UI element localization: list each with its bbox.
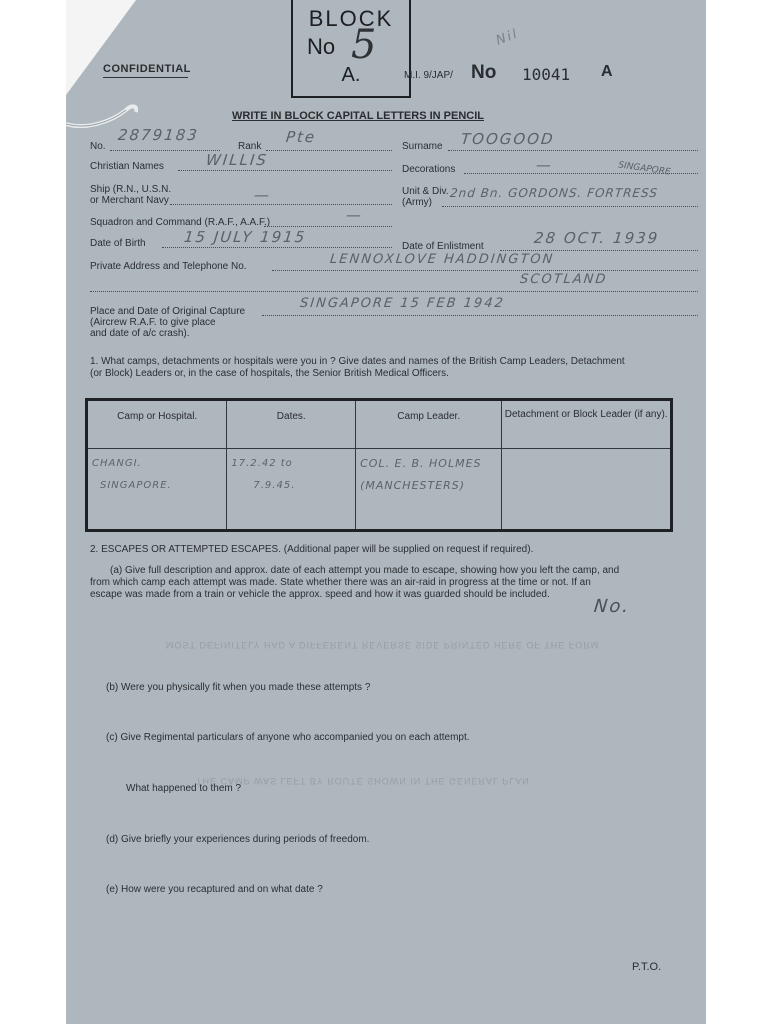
question-2e: (e) How were you recaptured and on what date ? xyxy=(106,884,323,895)
decorations-label: Decorations xyxy=(402,164,456,175)
capture-value: SINGAPORE 15 FEB 1942 xyxy=(299,296,506,311)
leader-line-2: (MANCHESTERS) xyxy=(360,479,466,492)
christian-names-label: Christian Names xyxy=(90,161,164,172)
block-letter: A. xyxy=(341,64,361,86)
unit-label-2: (Army) xyxy=(402,197,432,208)
capture-label-2: (Aircrew R.A.F. to give place xyxy=(90,317,216,328)
question-1-line-2: (or Block) Leaders or, in the case of hospitals, the Senior British Medical Officers. xyxy=(90,368,449,379)
column-header: Camp or Hospital. xyxy=(87,400,227,449)
reference-suffix: A xyxy=(601,63,613,80)
block-number: 5 xyxy=(351,22,377,68)
question-2a-line-3: escape was made from a train or vehicle the approx. speed and how it was guarded should be included. xyxy=(90,589,550,600)
nil-note: Nil xyxy=(494,26,521,49)
form-sheet: BLOCK No 5 A. CONFIDENTIAL M.I. 9/JAP/ No 10041 A Nil WRITE IN BLOCK CAPITAL LETTERS IN PENCIL No. 2879183 Rank Pte Surname TOOGOOD Christian Names WILLIS Decorations — SINGAPORE Ship (R.N., U.S.N. or Merchant Navy — Unit & Div. (Army) 2nd Bn. GORDONS. FORTRESS Squadron and Command (R.A.F., A.A.F.) — Date of Birth 15 JULY 1915 Date of Enlistment 28 OCT. 1939 Private Address and Telephone No. LENNOXLOVE HADDINGTON SCOTLAND Place and Date of Original Capture (Aircrew R.A.F. to give place and date of a/c crash). SINGAPORE 15 FEB 1942 1. What camps, detachments or hospitals were you in ? Give dates and names of the British Camp Leaders, Detachment (or Block) Leaders or, in the case of hospitals, the Senior British Medical Officers. Camp or Hospital. Dates. Camp Leader. Detachment or Block Leader (if any). CHANGI. SINGAPORE. 17.2.42 to 7.9.45. COL. E. B. HOLMES (MANCHESTERS) 2. ESCAPES OR ATTEMPTED ESCAPES. (Additional paper will be supplied on request if required). (a) Give full description and approx. date of each attempt you made to escape, showing how you left the camp, and from which camp each attempt was made. State whether there was an air-raid in progress at the time or not. If an escape was made from a train or vehicle the approx. speed and how it was guarded should be included. No. MOST DEFINITELY HAD A DIFFERENT REVERSE SIDE PRINTED HERE OF THE FORM THE CAMP WAS LEFT BY ROUTE SHOWN IN THE GENERAL PLAN (b) Were you physically fit when you made these attempts ? (c) Give Regimental particulars of anyone who accompanied you on each attempt. What happened to them ? (d) Give briefly your experiences during periods of freedom. (e) How were you recaptured and on what date ? P.T.O. xyxy=(66,0,706,1024)
address-value-1: LENNOXLOVE HADDINGTON xyxy=(329,252,556,267)
date-of-birth-label: Date of Birth xyxy=(90,238,146,249)
camp-line-2: SINGAPORE. xyxy=(100,480,172,491)
folded-corner xyxy=(66,0,136,95)
instruction-heading: WRITE IN BLOCK CAPITAL LETTERS IN PENCIL xyxy=(232,110,484,122)
detachment-cell xyxy=(502,449,672,531)
camp-line-1: CHANGI. xyxy=(92,458,142,469)
question-2a-answer: No. xyxy=(592,596,632,617)
dates-line-1: 17.2.42 to xyxy=(231,458,293,469)
no-label: No. xyxy=(90,141,106,152)
block-no: No xyxy=(307,34,336,59)
address-value-2: SCOTLAND xyxy=(519,272,609,287)
unit-value: 2nd Bn. GORDONS. FORTRESS xyxy=(449,186,659,200)
table-header-row xyxy=(87,400,672,449)
reference-prefix: M.I. 9/JAP/ xyxy=(404,70,453,81)
block-stamp xyxy=(291,0,411,98)
rank-label: Rank xyxy=(238,141,262,152)
decorations-value: — xyxy=(535,156,554,174)
question-2a-line-2: from which camp each attempt was made. State whether there was an air-raid in progress at the time or not. If an xyxy=(90,577,591,588)
ship-value: — xyxy=(253,186,272,204)
surname-value: TOOGOOD xyxy=(460,130,556,148)
squadron-value: — xyxy=(345,206,364,224)
table-row xyxy=(87,449,672,531)
confidential-mark: CONFIDENTIAL xyxy=(103,63,191,75)
capture-label-3: and date of a/c crash). xyxy=(90,328,190,339)
column-header: Dates. xyxy=(227,400,356,449)
question-1-line-1: 1. What camps, detachments or hospitals were you in ? Give dates and names of the British Camp Leaders, Detachment xyxy=(90,356,625,367)
capture-label-1: Place and Date of Original Capture xyxy=(90,306,246,317)
leader-line-1: COL. E. B. HOLMES xyxy=(360,457,482,470)
camps-table xyxy=(85,398,673,532)
surname-label: Surname xyxy=(402,141,443,152)
question-2d: (d) Give briefly your experiences during periods of freedom. xyxy=(106,834,370,845)
column-header: Detachment or Block Leader (if any). xyxy=(502,400,672,449)
enlistment-label: Date of Enlistment xyxy=(402,241,484,252)
camp-leader-cell xyxy=(356,449,502,531)
address-label: Private Address and Telephone No. xyxy=(90,261,247,272)
rank-value: Pte xyxy=(285,128,318,146)
date-of-birth-value: 15 JULY 1915 xyxy=(183,228,308,246)
question-2a-line-1: (a) Give full description and approx. date of each attempt you made to escape, showing how you left the camp, and xyxy=(110,565,620,576)
ship-label-2: or Merchant Navy xyxy=(90,195,169,206)
service-number-value: 2879183 xyxy=(117,126,200,144)
squadron-label: Squadron and Command (R.A.F., A.A.F.) xyxy=(90,217,271,228)
christian-names-value: WILLIS xyxy=(205,151,269,169)
question-2c-followup: What happened to them ? xyxy=(126,783,242,794)
dates-line-2: 7.9.45. xyxy=(253,480,296,491)
question-2c: (c) Give Regimental particulars of anyone who accompanied you on each attempt. xyxy=(106,732,470,743)
question-2b: (b) Were you physically fit when you made these attempts ? xyxy=(106,682,371,693)
reference-no-label: No xyxy=(471,62,497,83)
pto-label: P.T.O. xyxy=(632,961,662,973)
reference-number: 10041 xyxy=(522,65,571,84)
column-header: Camp Leader. xyxy=(356,400,502,449)
block-word: BLOCK xyxy=(308,6,394,31)
unit-extra-value: SINGAPORE xyxy=(617,160,672,178)
question-2-title: 2. ESCAPES OR ATTEMPTED ESCAPES. (Additional paper will be supplied on request if required). xyxy=(90,544,534,555)
unit-label-1: Unit & Div. xyxy=(402,186,449,197)
dates-cell xyxy=(227,449,356,531)
enlistment-value: 28 OCT. 1939 xyxy=(533,229,661,247)
camp-cell xyxy=(87,449,227,531)
ship-label-1: Ship (R.N., U.S.N. xyxy=(90,184,172,195)
